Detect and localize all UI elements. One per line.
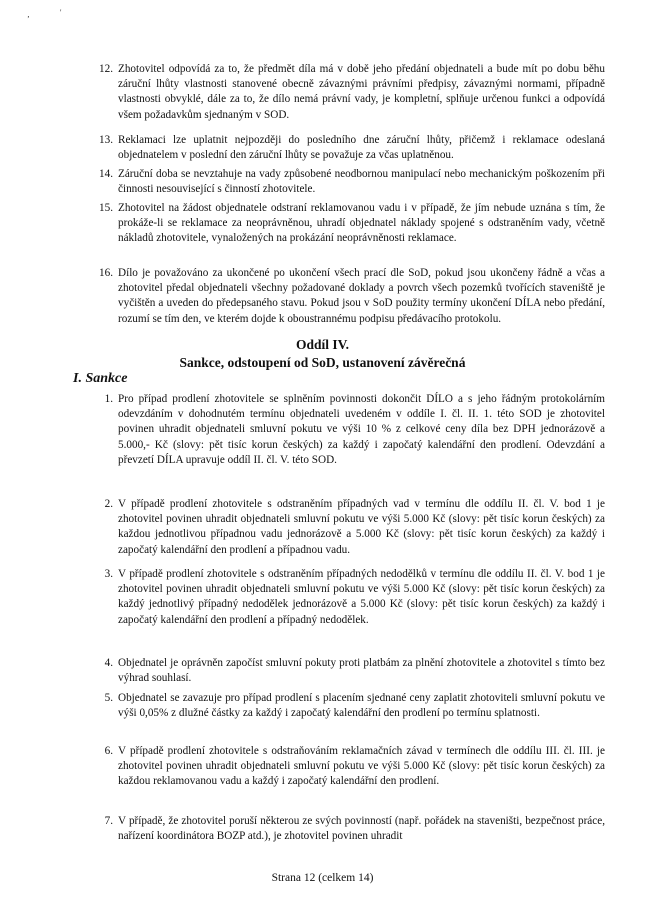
sanction-1 <box>93 392 605 468</box>
section-title: Oddíl IV. <box>295 337 350 352</box>
sanction-text: V případě prodlení zhotovitele s odstraňováním reklamačních závad v termínech dle oddílu III. čl. III. je zhotovitel povinen uhradit objednateli smluvní pokutu ve výši 5.000 Kč (slovy: pět tisíc korun českých) za každou reklamovanou vadu a každý i započatý kalendářní den prodlení. <box>118 745 605 788</box>
clause-15 <box>93 201 605 247</box>
sanction-4 <box>93 656 605 686</box>
clause-number: 14. <box>99 168 113 180</box>
scan-mark-right: ' <box>60 8 62 17</box>
sanction-number: 7. <box>104 815 113 827</box>
scan-mark-left: ‚ <box>27 10 30 19</box>
sanction-7 <box>93 814 605 844</box>
clause-text: Dílo je považováno za ukončené po ukončení všech prací dle SoD, pokud jsou ukončeny řádně a včas a zhotovitel předal objednateli všechny požadované doklady a povrch všech pozemků tvořících staveniště je vyčištěn a uveden do předepsaného stavu. Pokud jsou v SoD použity termíny ukončení DÍLA nebo předání, rozumí se tím den, ve kterém dojde k oboustrannému podpisu předávacího protokolu. <box>118 267 605 325</box>
sanction-text: Objednatel se zavazuje pro případ prodlení s placením sjednané ceny zaplatit zhotoviteli smluvní pokutu ve výši 0,05% z dlužné částky za každý i započatý kalendářní den prodlení po termínu splatnosti. <box>118 692 605 720</box>
clause-text: Zhotovitel odpovídá za to, že předmět díla má v době jeho předání objednateli a bude mít po dobu běhu záruční lhůty vlastnosti stanovené obecně závaznými právními předpisy, závaznými normami, případně vlastnosti obvyklé, dále za to, že dílo nemá právní vady, je kompletní, splňuje určenou funkci a odpovídá všem požadavkům sjednaným v SOD. <box>118 63 605 121</box>
section-subtitle: Sankce, odstoupení od SoD, ustanovení závěrečná <box>179 355 466 370</box>
sanction-number: 4. <box>104 657 113 669</box>
clause-14 <box>93 167 605 197</box>
subsection-heading: I. Sankce <box>73 371 128 386</box>
sanction-5 <box>93 691 605 721</box>
sanction-number: 2. <box>104 498 113 510</box>
clause-16 <box>93 266 605 327</box>
sanction-number: 3. <box>104 568 113 580</box>
sanction-3 <box>93 567 605 628</box>
clause-text: Reklamaci lze uplatnit nejpozději do posledního dne záruční lhůty, přičemž i reklamace odeslaná objednatelem v poslední den záruční lhůty se považuje za včas uplatněnou. <box>118 134 605 162</box>
clause-number: 16. <box>99 267 113 279</box>
clause-13 <box>93 133 605 163</box>
clause-number: 12. <box>99 63 113 75</box>
sanction-number: 5. <box>104 692 113 704</box>
sanction-number: 1. <box>104 393 113 405</box>
page-footer: Strana 12 (celkem 14) <box>271 872 374 884</box>
clause-text: Záruční doba se nevztahuje na vady způsobené neodbornou manipulací nebo mechanickým poškozením při činnosti nesouvisející s činností zhotovitele. <box>118 168 605 196</box>
sanction-text: V případě, že zhotovitel poruší některou ze svých povinností (např. pořádek na staveništi, bezpečnost práce, nařízení koordinátora BOZP atd.), je zhotovitel povinen uhradit <box>118 815 605 843</box>
sanction-text: V případě prodlení zhotovitele s odstraněním případných nedodělků v termínu dle oddílu II. čl. V. bod 1 je zhotovitel povinen uhradit objednateli smluvní pokutu ve výši 5.000 Kč (slovy: pět tisíc korun českých) za každý jednotlivý případný nedodělek jednorázově a 5.000 Kč (slovy: pět tisíc korun českých) za každý i započatý kalendářní den prodlení a případný nedodělek. <box>118 568 605 626</box>
sanction-text: V případě prodlení zhotovitele s odstraněním případných vad v termínu dle oddílu II. čl. V. bod 1 je zhotovitel povinen uhradit objednateli smluvní pokutu ve výši 5.000 Kč (slovy: pět tisíc korun českých) za každou jednotlivou případnou vadu jednorázově a 5.000 Kč (slovy: pět tisíc korun českých) za každý i započatý kalendářní den prodlení a případnou vadu. <box>118 498 605 556</box>
clause-12 <box>93 62 605 123</box>
sanction-text: Pro případ prodlení zhotovitele se splněním povinnosti dokončit DÍLO a s jeho řádným protokolárním odevzdáním v dohodnutém termínu objednateli uvedeném v oddíle I. čl. II. 1. této SOD je zhotovitel povinen uhradit objednateli smluvní pokutu ve výši 10 % z celkové ceny díla bez DPH jednorázově a 5.000,- Kč (slovy: pět tisíc korun českých) za každý i započatý kalendářní den prodlení. Odevzdání a převzetí DÍLA upravuje oddíl II. čl. V. této SOD. <box>118 393 605 466</box>
clause-number: 13. <box>99 134 113 146</box>
sanction-2 <box>93 497 605 558</box>
sanction-text: Objednatel je oprávněn započíst smluvní pokuty proti platbám za plnění zhotovitele a zhotovitel s tímto bez výhrad souhlasí. <box>118 657 605 685</box>
sanction-6 <box>93 744 605 790</box>
clause-number: 15. <box>99 202 113 214</box>
clause-text: Zhotovitel na žádost objednatele odstraní reklamovanou vadu i v případě, že jím nebude uznána s tím, že prokáže-li se reklamace za neoprávněnou, uhradí objednatel náklady spojené s odstraněním vady, včetně nákladů zhotovitele, vynaložených na prokázání neoprávněnosti reklamace. <box>118 202 605 245</box>
sanction-number: 6. <box>104 745 113 757</box>
